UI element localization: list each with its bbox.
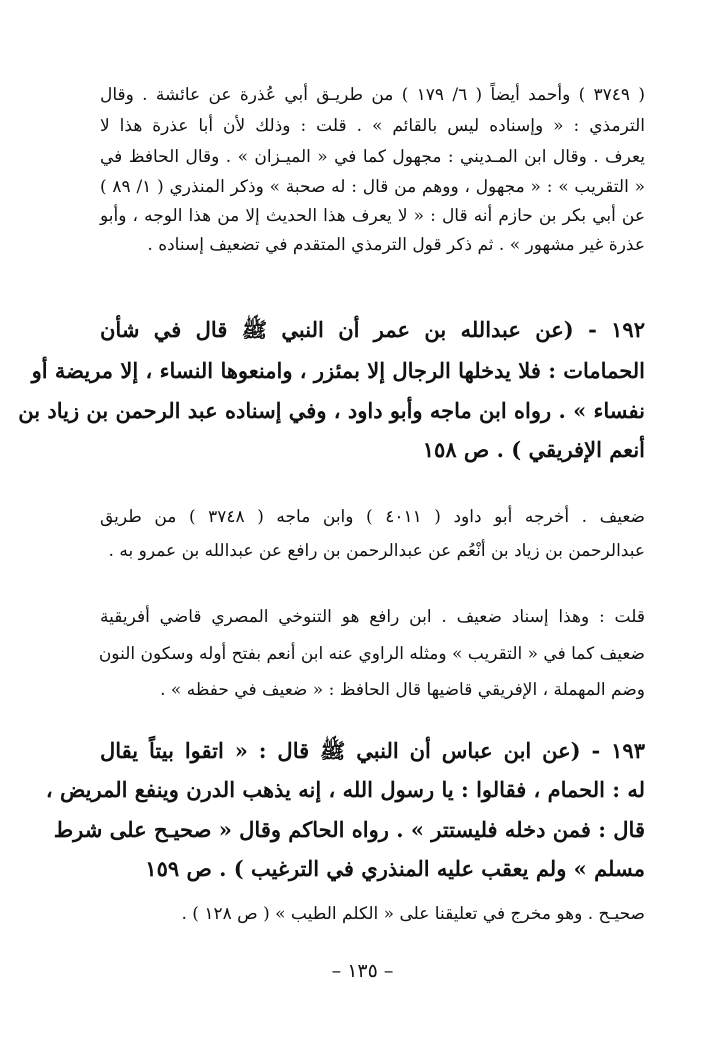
- note-line-2: الترمذي : « وإسناده ليس بالقائم » . قلت : وذلك لأن أبا عذرة هذا لا: [100, 116, 645, 136]
- note-line-5: عن أبي بكر بن حازم أنه قال : « لا يعرف هذا الحديث إلا من هذا الوجه ، وأبو: [100, 206, 645, 226]
- note-line-3: يعرف . وقال ابن المـديني : مجهول كما في « الميـزان » . وقال الحافظ في: [100, 147, 645, 167]
- note-line-6: عذرة غير مشهور » . ثم ذكر قول الترمذي المتقدم في تضعيف إسناده .: [147, 235, 645, 255]
- note-line-4: « التقريب » : « مجهول ، ووهم من قال : له صحبة » وذكر المنذري ( ١/ ٨٩ ): [100, 177, 645, 197]
- hadith-192-line-1: ١٩٢ - (عن عبدالله بن عمر أن النبي ﷺ قال في شأن: [100, 317, 645, 342]
- hadith-193-line-1: ١٩٣ - (عن ابن عباس أن النبي ﷺ قال : « اتقوا بيتاً يقال: [100, 738, 645, 763]
- takhrij-192-line-1: ضعيف . أخرجه أبو داود ( ٤٠١١ ) وابن ماجه ( ٣٧٤٨ ) من طريق: [100, 507, 645, 527]
- comment-192-line-1: قلت : وهذا إسناد ضعيف . ابن رافع هو التنوخي المصري قاضي أفريقية: [100, 607, 645, 627]
- hadith-193-line-2: له : الحمام ، فقالوا : يا رسول الله ، إنه يذهب الدرن وينفع المريض ،: [45, 777, 645, 802]
- hadith-192-line-3: نفساء » . رواه ابن ماجه وأبو داود ، وفي إسناده عبد الرحمن بن زياد بن: [18, 398, 645, 423]
- comment-192-line-2: ضعيف كما في « التقريب » ومثله الراوي عنه ابن أنعم بفتح أوله وسكون النون: [98, 644, 645, 664]
- note-line-1: ( ٣٧٤٩ ) وأحمد أيضاً ( ٦/ ١٧٩ ) من طريـق أبي عُذرة عن عائشة . وقال: [100, 85, 645, 105]
- hadith-192-line-4: أنعم الإفريقي ) . ص ١٥٨: [422, 437, 645, 462]
- comment-192-line-3: وضم المهملة ، الإفريقي قاضيها قال الحافظ : « ضعيف في حفظه » .: [160, 680, 645, 700]
- hadith-193-line-4: مسلم » ولم يعقب عليه المنذري في الترغيب ) . ص ١٥٩: [145, 856, 645, 881]
- page-number: – ١٣٥ –: [331, 960, 394, 982]
- takhrij-193-line-1: صحيـح . وهو مخرج في تعليقنا على « الكلم الطيب » ( ص ١٢٨ ) .: [181, 904, 645, 924]
- takhrij-192-line-2: عبدالرحمن بن زياد بن أنْعُم عن عبدالرحمن بن رافع عن عبدالله بن عمرو به .: [108, 541, 645, 561]
- hadith-192-line-2: الحمامات : فلا يدخلها الرجال إلا بمئزر ، وامنعوها النساء ، إلا مريضة أو: [31, 358, 645, 383]
- hadith-193-line-3: قال : فمن دخله فليستتر » . رواه الحاكم وقال « صحيـح على شرط: [53, 817, 645, 842]
